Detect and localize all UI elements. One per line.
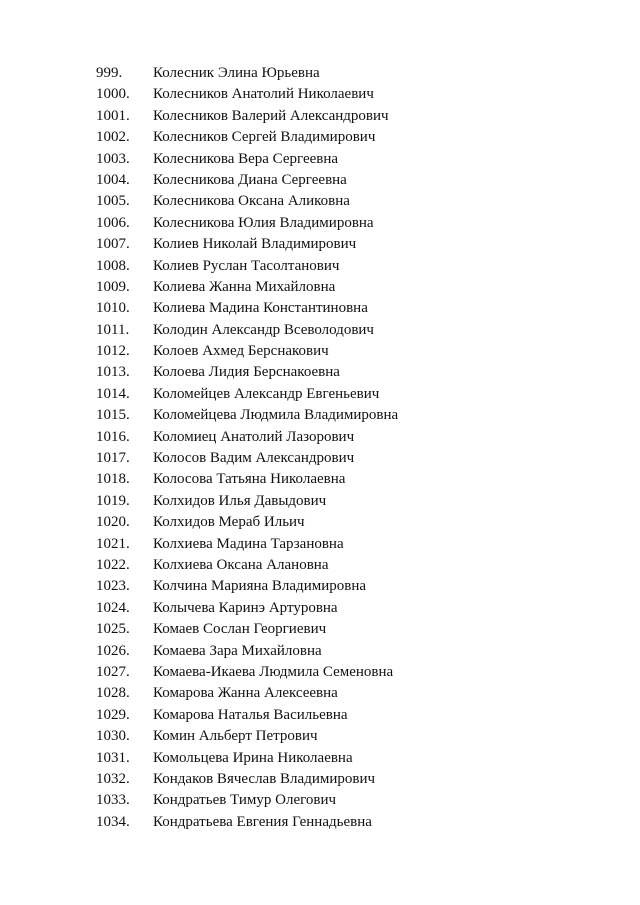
entry-name: Комаева-Икаева Людмила Семеновна bbox=[153, 663, 394, 680]
entry-number: 1010. bbox=[96, 300, 130, 317]
entry-name: Колиев Руслан Тасолтанович bbox=[153, 257, 340, 274]
list-item bbox=[0, 427, 640, 448]
list-item bbox=[0, 619, 640, 640]
list-item bbox=[0, 555, 640, 576]
list-item bbox=[0, 491, 640, 512]
list-item bbox=[0, 662, 640, 683]
entry-name: Колесникова Оксана Аликовна bbox=[153, 193, 350, 210]
entry-name: Колоева Лидия Берснакоевна bbox=[153, 364, 340, 381]
entry-number: 1018. bbox=[96, 471, 130, 488]
list-item bbox=[0, 726, 640, 747]
entry-name: Колхиева Оксана Алановна bbox=[153, 556, 329, 573]
entry-name: Колесникова Юлия Владимировна bbox=[153, 214, 374, 231]
list-item bbox=[0, 534, 640, 555]
entry-number: 1026. bbox=[96, 642, 130, 659]
entry-number: 1013. bbox=[96, 364, 130, 381]
entry-number: 1027. bbox=[96, 663, 130, 680]
entry-number: 1030. bbox=[96, 728, 130, 745]
list-item bbox=[0, 598, 640, 619]
entry-number: 1006. bbox=[96, 214, 130, 231]
list-item bbox=[0, 170, 640, 191]
entry-number: 1000. bbox=[96, 86, 130, 103]
entry-number: 1032. bbox=[96, 770, 130, 787]
list-item bbox=[0, 790, 640, 811]
entry-name: Коломиец Анатолий Лазорович bbox=[153, 428, 355, 445]
entry-name: Колесникова Диана Сергеевна bbox=[153, 171, 347, 188]
entry-name: Колесник Элина Юрьевна bbox=[153, 65, 320, 81]
list-item bbox=[0, 576, 640, 597]
entry-name: Колесников Сергей Владимирович bbox=[153, 129, 376, 146]
entry-number: 1009. bbox=[96, 278, 130, 295]
list-item bbox=[0, 362, 640, 383]
entry-number: 1023. bbox=[96, 578, 130, 595]
entry-number: 1031. bbox=[96, 749, 130, 766]
entry-name: Колесникова Вера Сергеевна bbox=[153, 150, 339, 167]
entry-number: 1011. bbox=[96, 321, 130, 338]
list-item bbox=[0, 705, 640, 726]
list-item bbox=[0, 469, 640, 490]
list-item bbox=[0, 384, 640, 405]
list-item bbox=[0, 341, 640, 362]
entry-name: Комаев Сослан Георгиевич bbox=[153, 621, 327, 638]
entry-number: 1001. bbox=[96, 107, 130, 124]
list-item bbox=[0, 769, 640, 790]
entry-name: Кондратьева Евгения Геннадьевна bbox=[153, 813, 372, 830]
entry-name: Комаева Зара Михайловна bbox=[153, 642, 322, 659]
entry-name: Колхидов Илья Давыдович bbox=[153, 492, 327, 509]
list-item bbox=[0, 812, 640, 833]
entry-name: Коломейцев Александр Евгеньевич bbox=[153, 385, 380, 402]
entry-number: 999. bbox=[96, 65, 123, 81]
entry-name: Коломейцева Людмила Владимировна bbox=[153, 407, 399, 424]
entry-name: Колчина Марияна Владимировна bbox=[153, 578, 367, 595]
entry-number: 1020. bbox=[96, 514, 130, 531]
entry-name: Колесников Валерий Александрович bbox=[153, 107, 389, 124]
entry-number: 1029. bbox=[96, 706, 130, 723]
entry-number: 1034. bbox=[96, 813, 130, 830]
list-item bbox=[0, 405, 640, 426]
entry-name: Колычева Каринэ Артуровна bbox=[153, 599, 338, 616]
entry-number: 1019. bbox=[96, 492, 130, 509]
entry-name: Колиев Николай Владимирович bbox=[153, 236, 357, 253]
name-list bbox=[0, 63, 640, 833]
entry-name: Колиева Жанна Михайловна bbox=[153, 278, 336, 295]
entry-number: 1008. bbox=[96, 257, 130, 274]
list-item bbox=[0, 298, 640, 319]
entry-name: Колхиева Мадина Тарзановна bbox=[153, 535, 344, 552]
list-item bbox=[0, 84, 640, 105]
entry-number: 1004. bbox=[96, 171, 130, 188]
entry-number: 1024. bbox=[96, 599, 130, 616]
entry-name: Колиева Мадина Константиновна bbox=[153, 300, 368, 317]
entry-name: Колодин Александр Всеволодович bbox=[153, 321, 374, 338]
entry-name: Комарова Жанна Алексеевна bbox=[153, 685, 338, 702]
list-item bbox=[0, 448, 640, 469]
entry-number: 1025. bbox=[96, 621, 130, 638]
entry-number: 1015. bbox=[96, 407, 130, 424]
list-item bbox=[0, 512, 640, 533]
list-item bbox=[0, 748, 640, 769]
list-item bbox=[0, 320, 640, 341]
list-item bbox=[0, 683, 640, 704]
entry-number: 1033. bbox=[96, 792, 130, 809]
entry-number: 1012. bbox=[96, 343, 130, 360]
entry-name: Комарова Наталья Васильевна bbox=[153, 706, 348, 723]
entry-number: 1014. bbox=[96, 385, 130, 402]
list-item bbox=[0, 63, 640, 84]
list-item bbox=[0, 149, 640, 170]
entry-number: 1007. bbox=[96, 236, 130, 253]
entry-name: Комольцева Ирина Николаевна bbox=[153, 749, 353, 766]
entry-name: Колосов Вадим Александрович bbox=[153, 450, 355, 467]
entry-name: Колосова Татьяна Николаевна bbox=[153, 471, 346, 488]
entry-name: Комин Альберт Петрович bbox=[153, 728, 318, 745]
entry-number: 1028. bbox=[96, 685, 130, 702]
list-item bbox=[0, 127, 640, 148]
entry-number: 1016. bbox=[96, 428, 130, 445]
entry-number: 1005. bbox=[96, 193, 130, 210]
entry-name: Кондаков Вячеслав Владимирович bbox=[153, 770, 376, 787]
entry-number: 1021. bbox=[96, 535, 130, 552]
list-item bbox=[0, 191, 640, 212]
list-item bbox=[0, 234, 640, 255]
list-item bbox=[0, 277, 640, 298]
list-item bbox=[0, 256, 640, 277]
entry-name: Колхидов Мераб Ильич bbox=[153, 514, 305, 531]
list-item bbox=[0, 106, 640, 127]
entry-name: Колоев Ахмед Берснакович bbox=[153, 343, 329, 360]
entry-number: 1003. bbox=[96, 150, 130, 167]
list-item bbox=[0, 641, 640, 662]
list-item bbox=[0, 213, 640, 234]
entry-number: 1002. bbox=[96, 129, 130, 146]
entry-name: Колесников Анатолий Николаевич bbox=[153, 86, 374, 103]
entry-name: Кондратьев Тимур Олегович bbox=[153, 792, 337, 809]
entry-number: 1017. bbox=[96, 450, 130, 467]
entry-number: 1022. bbox=[96, 556, 130, 573]
